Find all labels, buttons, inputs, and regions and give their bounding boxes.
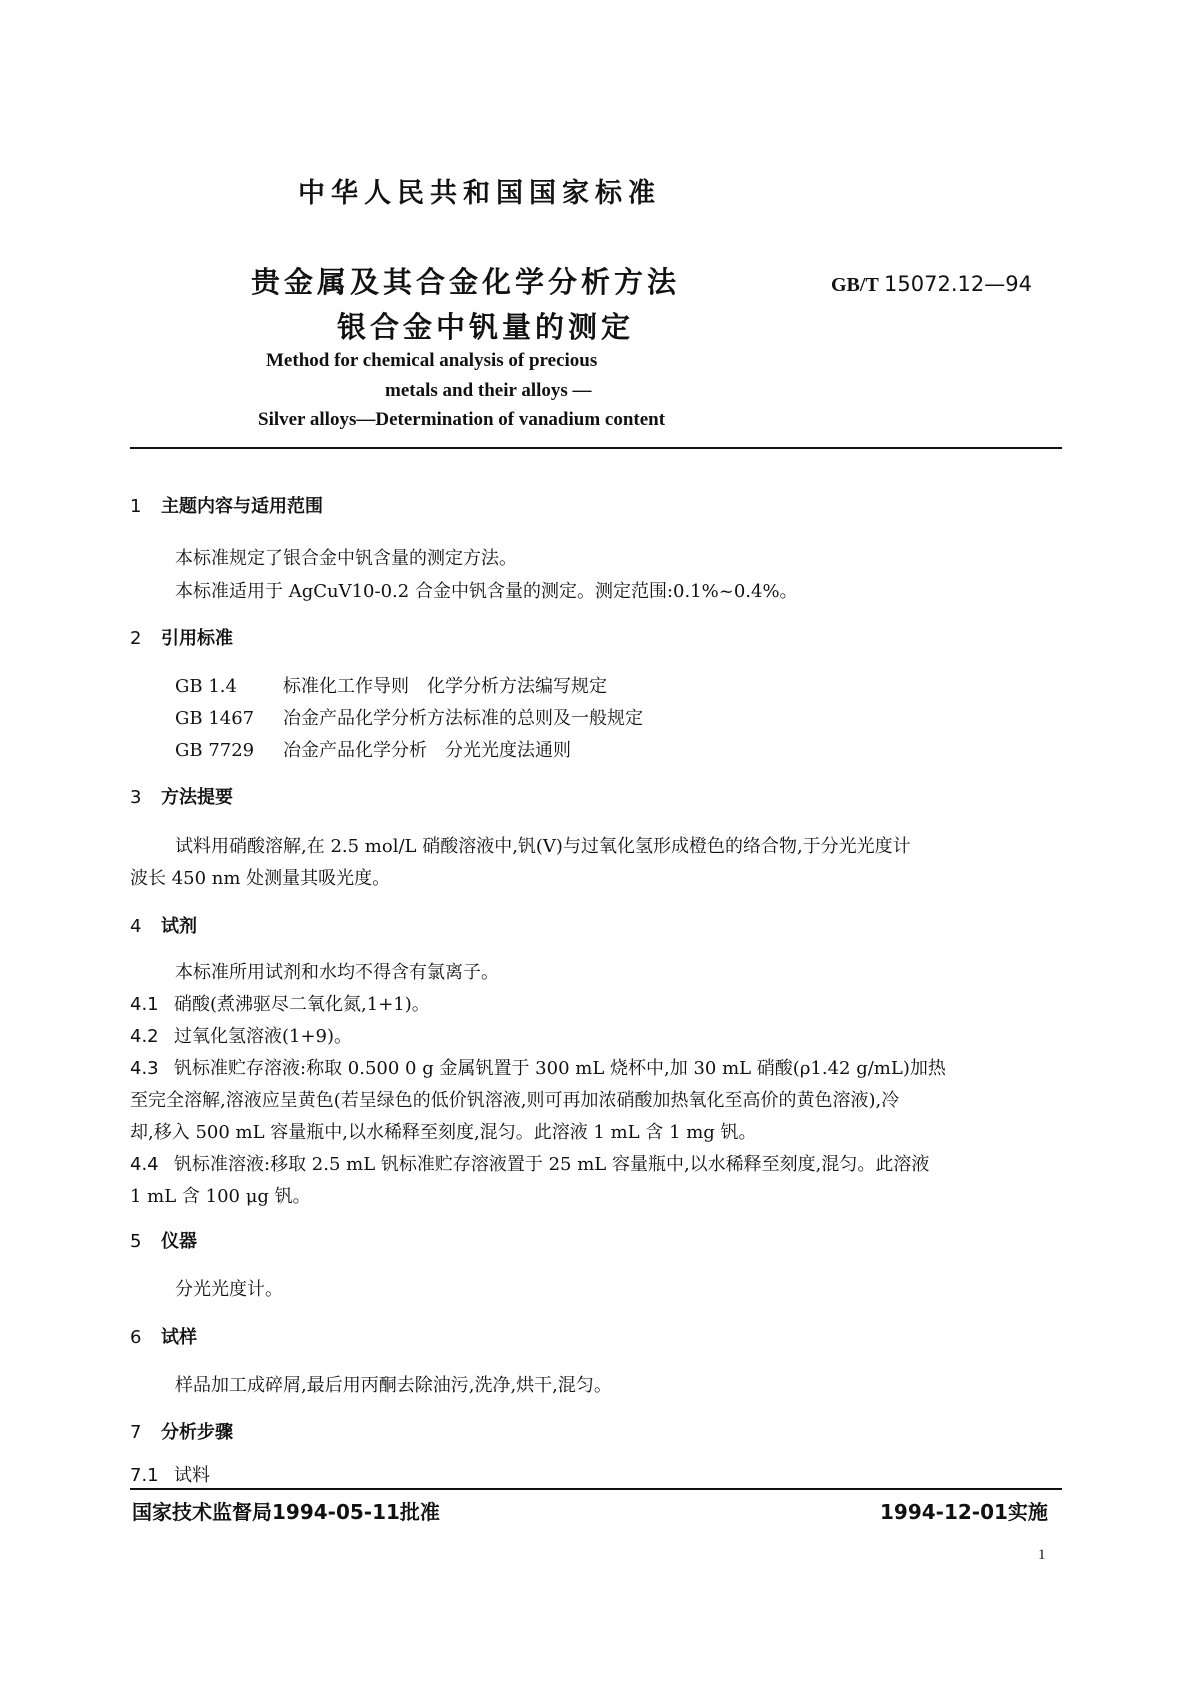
national-standard-heading: 中华人民共和国国家标准 [298, 178, 661, 209]
section-5-paragraph: 分光光度计。 [175, 1279, 283, 1300]
item-text: 硝酸(煮沸驱尽二氧化氮,1+1)。 [174, 994, 430, 1015]
effective-date: 1994-12-01实施 [880, 1500, 1048, 1524]
item-text: 过氧化氢溶液(1+9)。 [174, 1026, 353, 1047]
item-number: 4.3 [130, 1058, 159, 1079]
page-number: 1 [1038, 1547, 1046, 1563]
section-number: 3 [130, 787, 142, 808]
section-title: 分析步骤 [161, 1422, 233, 1443]
section-title: 方法提要 [161, 787, 233, 808]
standard-code-prefix: GB/T [831, 274, 879, 296]
item-number: 4.2 [130, 1026, 159, 1047]
title-en-line2: metals and their alloys — [385, 380, 592, 401]
reagent-item-4-1 [130, 990, 430, 1016]
reagent-item-4-3 [130, 1054, 946, 1080]
reference-item [175, 736, 571, 762]
section-number: 6 [130, 1327, 142, 1348]
section-6-heading [130, 1323, 197, 1349]
title-cn-line1: 贵金属及其合金化学分析方法 [251, 265, 681, 299]
item-text: 钒标准溶液:移取 2.5 mL 钒标准贮存溶液置于 25 mL 容量瓶中,以水稀释至刻度,混匀。此溶液 [174, 1154, 930, 1175]
section-title: 试剂 [161, 916, 197, 937]
section-number: 2 [130, 628, 142, 649]
section-3-paragraph-line2: 波长 450 nm 处测量其吸光度。 [130, 868, 391, 889]
reference-title: 冶金产品化学分析 分光光度法通则 [283, 740, 571, 761]
title-en-line1: Method for chemical analysis of precious [266, 350, 598, 371]
header-rule [130, 447, 1062, 449]
section-4-intro: 本标准所用试剂和水均不得含有氯离子。 [175, 962, 499, 983]
section-title: 试样 [161, 1327, 197, 1348]
title-cn-line2: 银合金中钒量的测定 [337, 310, 635, 344]
section-title: 仪器 [161, 1231, 197, 1252]
section-title: 引用标准 [161, 628, 233, 649]
reagent-item-4-2 [130, 1022, 352, 1048]
title-en-line3: Silver alloys—Determination of vanadium content [258, 409, 666, 430]
section-number: 4 [130, 916, 142, 937]
reference-item [175, 672, 607, 698]
section-number: 1 [130, 496, 142, 517]
reference-code: GB 7729 [175, 740, 255, 761]
item-number: 7.1 [130, 1465, 159, 1486]
section-3-heading [130, 783, 233, 809]
section-1-heading [130, 492, 323, 518]
approval-statement: 国家技术监督局1994-05-11批准 [132, 1500, 440, 1524]
reference-code: GB 1467 [175, 708, 255, 729]
standard-code-number: 15072.12—94 [884, 272, 1032, 296]
reference-item [175, 704, 643, 730]
section-7-heading [130, 1418, 233, 1444]
section-2-heading [130, 624, 233, 650]
reagent-item-4-4 [130, 1150, 929, 1176]
reagent-item-4-4-line2: 1 mL 含 100 μg 钒。 [130, 1186, 311, 1207]
footer-rule [130, 1488, 1062, 1490]
section-title: 主题内容与适用范围 [161, 496, 323, 517]
reagent-item-4-3-line3: 却,移入 500 mL 容量瓶中,以水稀释至刻度,混匀。此溶液 1 mL 含 1 mg 钒。 [130, 1122, 757, 1143]
item-text: 试料 [174, 1465, 210, 1486]
reference-code: GB 1.4 [175, 676, 237, 697]
section-1-paragraph-1: 本标准规定了银合金中钒含量的测定方法。 [175, 548, 517, 569]
section-1-paragraph-2: 本标准适用于 AgCuV10-0.2 合金中钒含量的测定。测定范围:0.1%~0.4%。 [175, 581, 798, 602]
subsection-7-1 [130, 1461, 210, 1487]
standard-code [831, 272, 1032, 297]
section-5-heading [130, 1227, 197, 1253]
section-3-paragraph-line1: 试料用硝酸溶解,在 2.5 mol/L 硝酸溶液中,钒(V)与过氧化氢形成橙色的络合物,于分光光度计 [175, 836, 911, 857]
section-6-paragraph: 样品加工成碎屑,最后用丙酮去除油污,洗净,烘干,混匀。 [175, 1375, 612, 1396]
section-number: 7 [130, 1422, 142, 1443]
reference-title: 冶金产品化学分析方法标准的总则及一般规定 [283, 708, 643, 729]
reagent-item-4-3-line2: 至完全溶解,溶液应呈黄色(若呈绿色的低价钒溶液,则可再加浓硝酸加热氧化至高价的黄色溶液),冷 [130, 1090, 900, 1111]
item-number: 4.1 [130, 994, 159, 1015]
item-number: 4.4 [130, 1154, 159, 1175]
reference-title: 标准化工作导则 化学分析方法编写规定 [283, 676, 607, 697]
item-text: 钒标准贮存溶液:称取 0.500 0 g 金属钒置于 300 mL 烧杯中,加 30 mL 硝酸(ρ1.42 g/mL)加热 [174, 1058, 946, 1079]
section-4-heading [130, 912, 197, 938]
section-number: 5 [130, 1231, 142, 1252]
